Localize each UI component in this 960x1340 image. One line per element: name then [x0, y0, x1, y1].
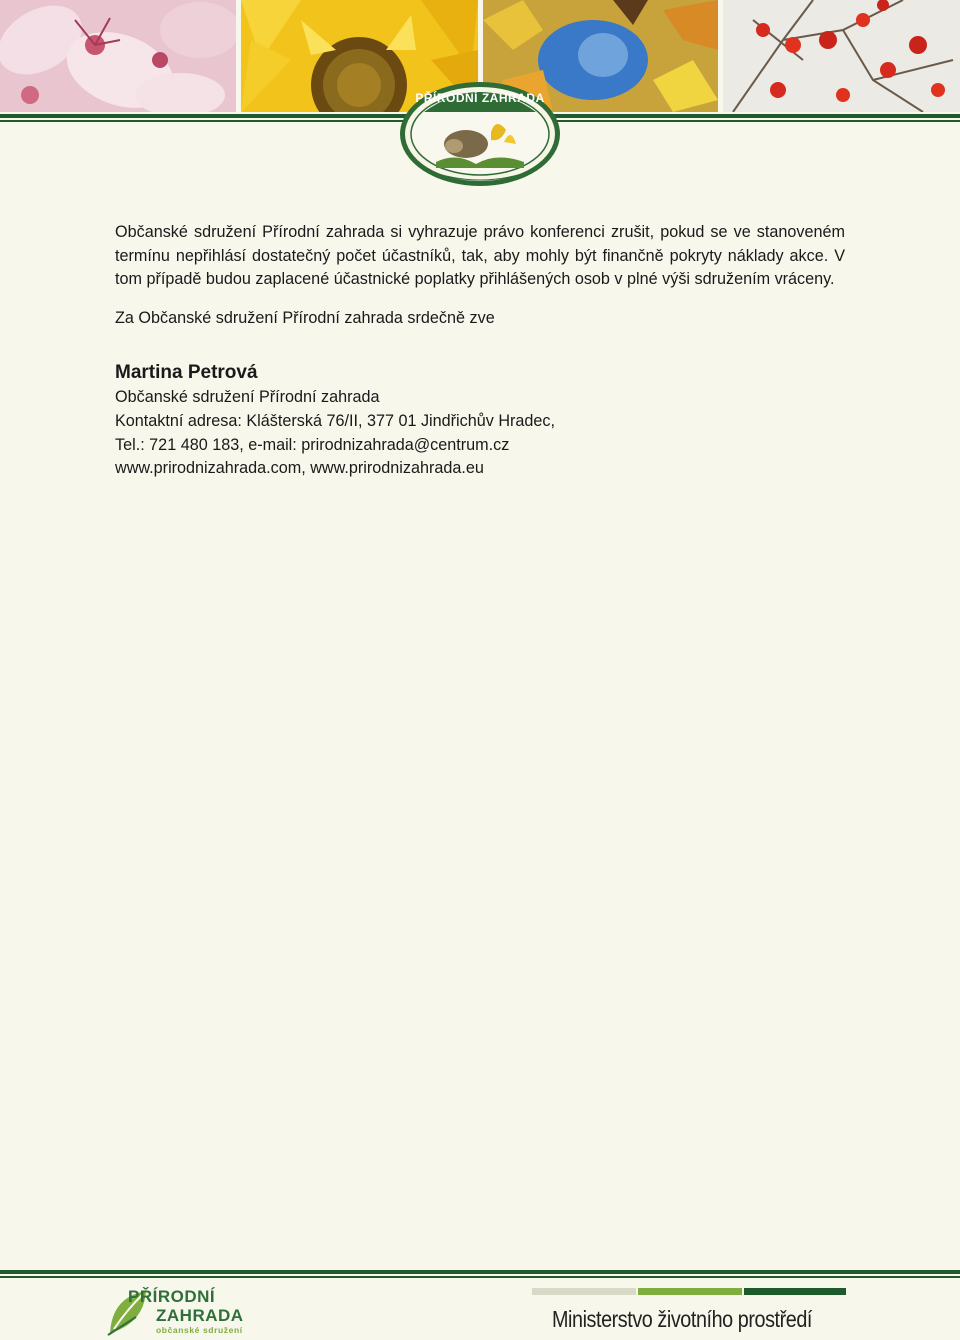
ministry-color-bars [532, 1288, 846, 1296]
organization-logo [396, 72, 564, 190]
footer-divider [0, 1270, 960, 1280]
footer-logo-line3: občanské sdružení [156, 1325, 243, 1335]
signatory-name: Martina Petrová [115, 362, 258, 384]
cancellation-paragraph: Občanské sdružení Přírodní zahrada si vyhrazuje právo konferenci zrušit, pokud se ve stanoveném termínu nepřihlásí dostatečný počet účastníků, tak, aby mohly být finančně pokryty náklady akce. V tom případě budou zaplacené účastnické poplatky přihlášených osob v plné výši sdružením vráceny. [115, 223, 845, 289]
invitation-line: Za Občanské sdružení Přírodní zahrada srdečně zve [115, 308, 495, 327]
signatory-organization: Občanské sdružení Přírodní zahrada [115, 388, 380, 407]
letter-body [115, 221, 845, 481]
footer-logo-line2: ZAHRADA [156, 1306, 244, 1325]
contact-phone-email: Tel.: 721 480 183, e-mail: prirodnizahrada@centrum.cz [115, 435, 510, 454]
ministry-name: Ministerstvo životního prostředí [552, 1306, 812, 1332]
rowan-berries-photo [723, 0, 960, 112]
signature-block [115, 360, 845, 480]
logo-title: PŘÍRODNÍ ZAHRADA [415, 91, 545, 105]
contact-address: Kontaktní adresa: Klášterská 76/II, 377 01 Jindřichův Hradec, [115, 411, 556, 430]
blossom-photo [0, 0, 236, 112]
contact-websites: www.prirodnizahrada.com, www.prirodnizahrada.eu [115, 459, 484, 478]
footer-logo-line1: PŘÍRODNÍ [128, 1287, 216, 1306]
footer-organization-logo [106, 1287, 251, 1337]
